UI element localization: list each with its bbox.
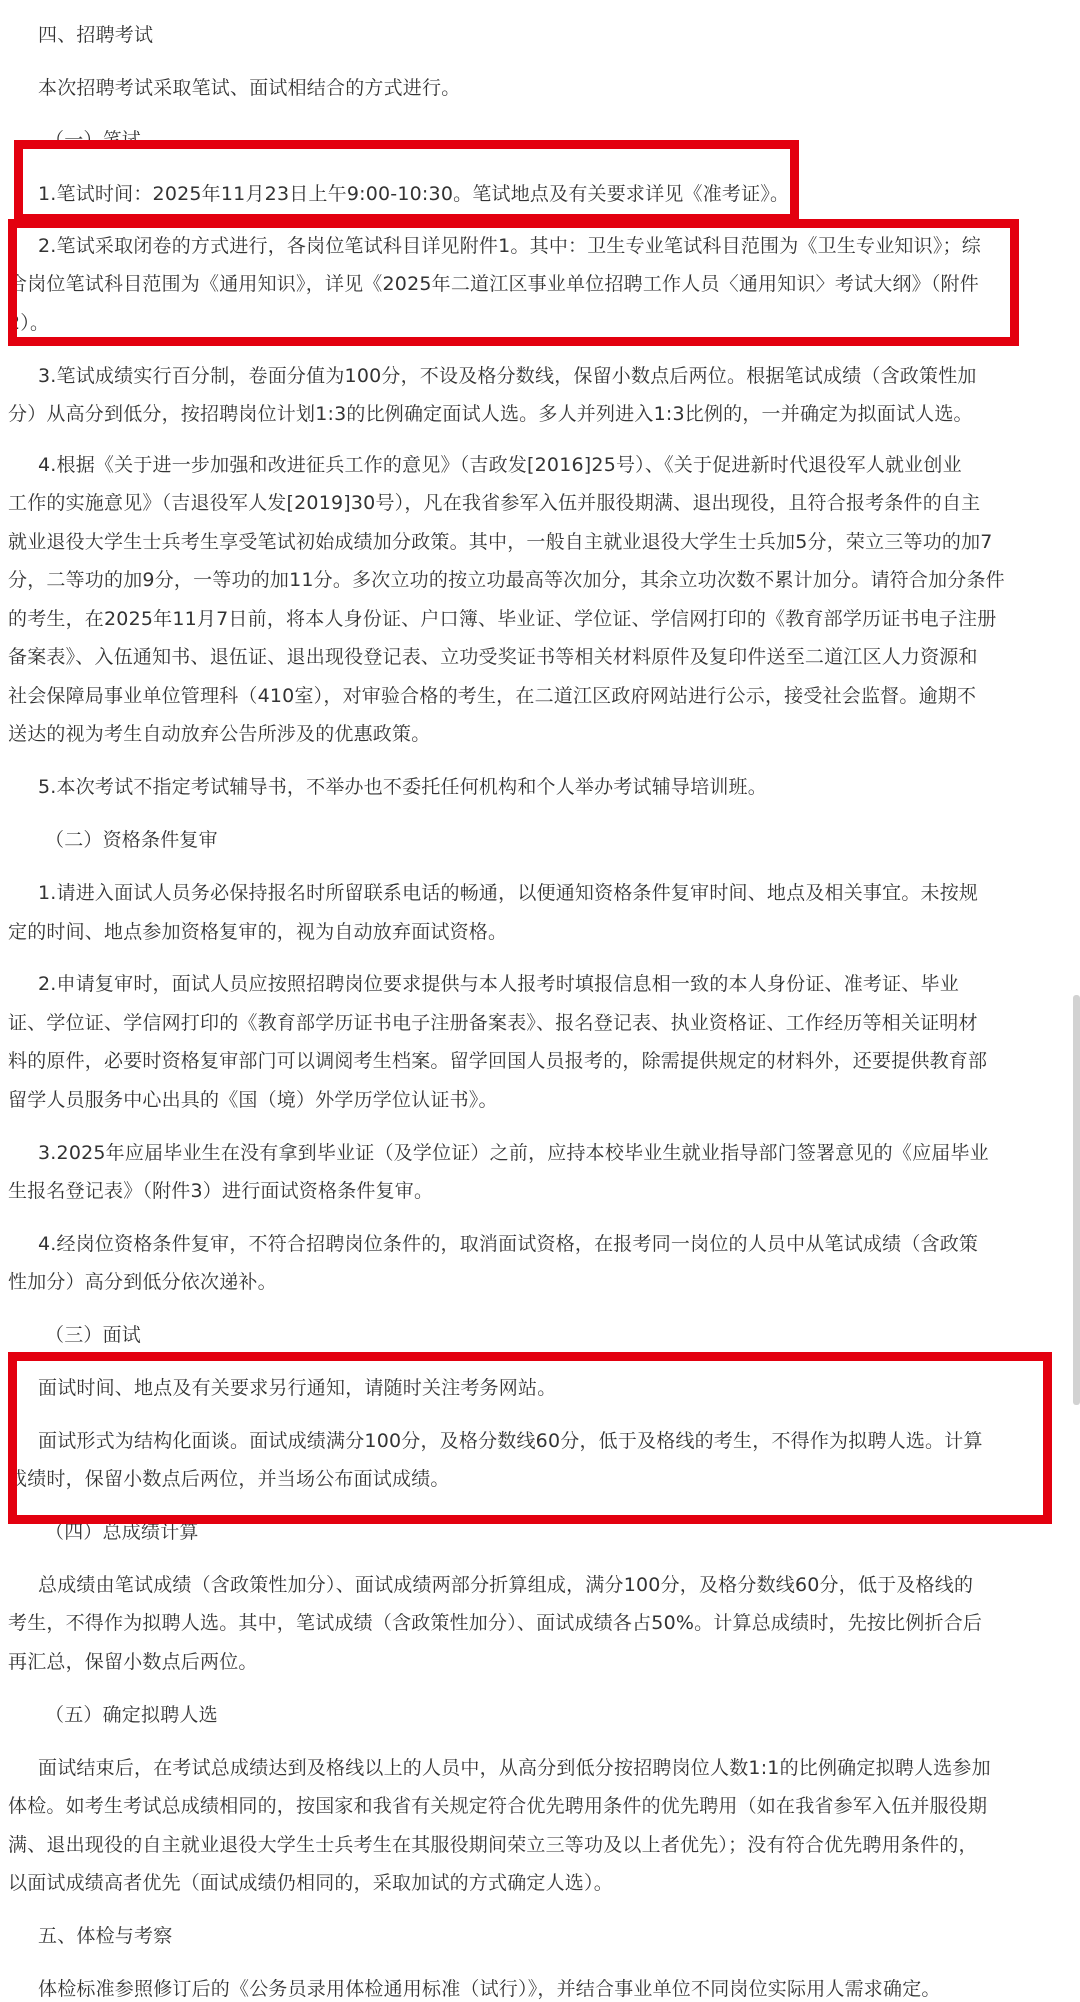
text-line: 3.笔试成绩实行百分制，卷面分值为100分，不设及格分数线，保留小数点后两位。根据笔试成绩（含政策性加 <box>38 365 977 387</box>
text-line: 面试形式为结构化面谈。面试成绩满分100分，及格分数线60分，低于及格线的考生，不得作为拟聘人选。计算 <box>38 1430 983 1452</box>
text-line: 再汇总，保留小数点后两位。 <box>8 1651 258 1673</box>
subsection-heading: （一）笔试 <box>45 129 142 151</box>
text-line: 4.根据《关于进一步加强和改进征兵工作的意见》（吉政发[2016]25号）、《关于促进新时代退役军人就业创业 <box>38 454 962 476</box>
text-line: 合岗位笔试科目范围为《通用知识》，详见《2025年二道江区事业单位招聘工作人员〈通用知识〉考试大纲》（附件 <box>8 273 979 295</box>
text-line: 2）。 <box>8 312 50 334</box>
text-line: 体检标准参照修订后的《公务员录用体检通用标准（试行）》，并结合事业单位不同岗位实际用人需求确定。 <box>38 1978 941 2000</box>
text-line: 分）从高分到低分，按招聘岗位计划1:3的比例确定面试人选。多人并列进入1:3比例的，一并确定为拟面试人选。 <box>8 403 973 425</box>
text-line: 满、退出现役的自主就业退役大学生士兵考生在其服役期间荣立三等功及以上者优先）；没有符合优先聘用条件的， <box>8 1834 978 1856</box>
text-line: 面试时间、地点及有关要求另行通知，请随时关注考务网站。 <box>38 1377 557 1399</box>
text-line: 面试结束后，在考试总成绩达到及格线以上的人员中，从高分到低分按招聘岗位人数1:1的比例确定拟聘人选参加 <box>38 1757 991 1779</box>
text-line: 就业退役大学生士兵考生享受笔试初始成绩加分政策。其中，一般自主就业退役大学生士兵加5分，荣立三等功的加7 <box>8 531 993 553</box>
text-line: 2.笔试采取闭卷的方式进行，各岗位笔试科目详见附件1。其中：卫生专业笔试科目范围为《卫生专业知识》；综 <box>38 235 981 257</box>
text-line: 的考生，在2025年11月7日前，将本人身份证、户口簿、毕业证、学位证、学信网打印的《教育部学历证书电子注册 <box>8 608 997 630</box>
text-line: 送达的视为考生自动放弃公告所涉及的优惠政策。 <box>8 723 431 745</box>
subsection-heading: （四）总成绩计算 <box>45 1521 199 1543</box>
subsection-heading: （三）面试 <box>45 1324 142 1346</box>
text-line: 分，二等功的加9分，一等功的加11分。多次立功的按立功最高等次加分，其余立功次数不累计加分。请符合加分条件 <box>8 569 1005 591</box>
subsection-heading: （五）确定拟聘人选 <box>45 1704 218 1726</box>
text-line: 工作的实施意见》（吉退役军人发[2019]30号），凡在我省参军入伍并服役期满、退出现役，且符合报考条件的自主 <box>8 492 981 514</box>
section-heading: 五、体检与考察 <box>38 1925 173 1947</box>
text-line: 4.经岗位资格条件复审，不符合招聘岗位条件的，取消面试资格，在报考同一岗位的人员中从笔试成绩（含政策 <box>38 1233 979 1255</box>
text-line: 定的时间、地点参加资格复审的，视为自动放弃面试资格。 <box>8 921 508 943</box>
text-line: 考生，不得作为拟聘人选。其中，笔试成绩（含政策性加分）、面试成绩各占50%。计算总成绩时，先按比例折合后 <box>8 1612 983 1634</box>
text-line: 成绩时，保留小数点后两位，并当场公布面试成绩。 <box>8 1468 450 1490</box>
text-line: 留学人员服务中心出具的《国（境）外学历学位认证书》。 <box>8 1089 498 1111</box>
text-line: 性加分）高分到低分依次递补。 <box>8 1271 277 1293</box>
text-line: 生报名登记表》（附件3）进行面试资格条件复审。 <box>8 1180 434 1202</box>
text-line: 2.申请复审时，面试人员应按照招聘岗位要求提供与本人报考时填报信息相一致的本人身份证、准考证、毕业 <box>38 973 959 995</box>
text-line: 1.请进入面试人员务必保持报名时所留联系电话的畅通，以便通知资格条件复审时间、地点及相关事宜。未按规 <box>38 882 979 904</box>
text-line: 以面试成绩高者优先（面试成绩仍相同的，采取加试的方式确定人选）。 <box>8 1872 613 1894</box>
text-line: 5.本次考试不指定考试辅导书，不举办也不委托任何机构和个人举办考试辅导培训班。 <box>38 776 767 798</box>
text-line: 体检。如考生考试总成绩相同的，按国家和我省有关规定符合优先聘用条件的优先聘用（如在我省参军入伍并服役期 <box>8 1795 988 1817</box>
section-heading: 四、招聘考试 <box>38 24 154 46</box>
text-line: 备案表》、入伍通知书、退伍证、退出现役登记表、立功受奖证书等相关材料原件及复印件送至二道江区人力资源和 <box>8 646 978 668</box>
text-line: 总成绩由笔试成绩（含政策性加分）、面试成绩两部分折算组成，满分100分，及格分数线60分，低于及格线的 <box>38 1574 974 1596</box>
text-line: 本次招聘考试采取笔试、面试相结合的方式进行。 <box>38 77 461 99</box>
text-line: 料的原件，必要时资格复审部门可以调阅考生档案。留学回国人员报考的，除需提供规定的材料外，还要提供教育部 <box>8 1050 988 1072</box>
text-line: 3.2025年应届毕业生在没有拿到毕业证（及学位证）之前，应持本校毕业生就业指导部门签署意见的《应届毕业 <box>38 1142 989 1164</box>
text-line: 证、学位证、学信网打印的《教育部学历证书电子注册备案表》、报名登记表、执业资格证、工作经历等相关证明材 <box>8 1012 978 1034</box>
text-line: 社会保障局事业单位管理科（410室），对审验合格的考生，在二道江区政府网站进行公示，接受社会监督。逾期不 <box>8 685 977 707</box>
scrollbar[interactable] <box>1073 995 1080 1405</box>
subsection-heading: （二）资格条件复审 <box>45 829 218 851</box>
text-line: 1.笔试时间：2025年11月23日上午9:00-10:30。笔试地点及有关要求详见《准考证》。 <box>38 183 790 205</box>
